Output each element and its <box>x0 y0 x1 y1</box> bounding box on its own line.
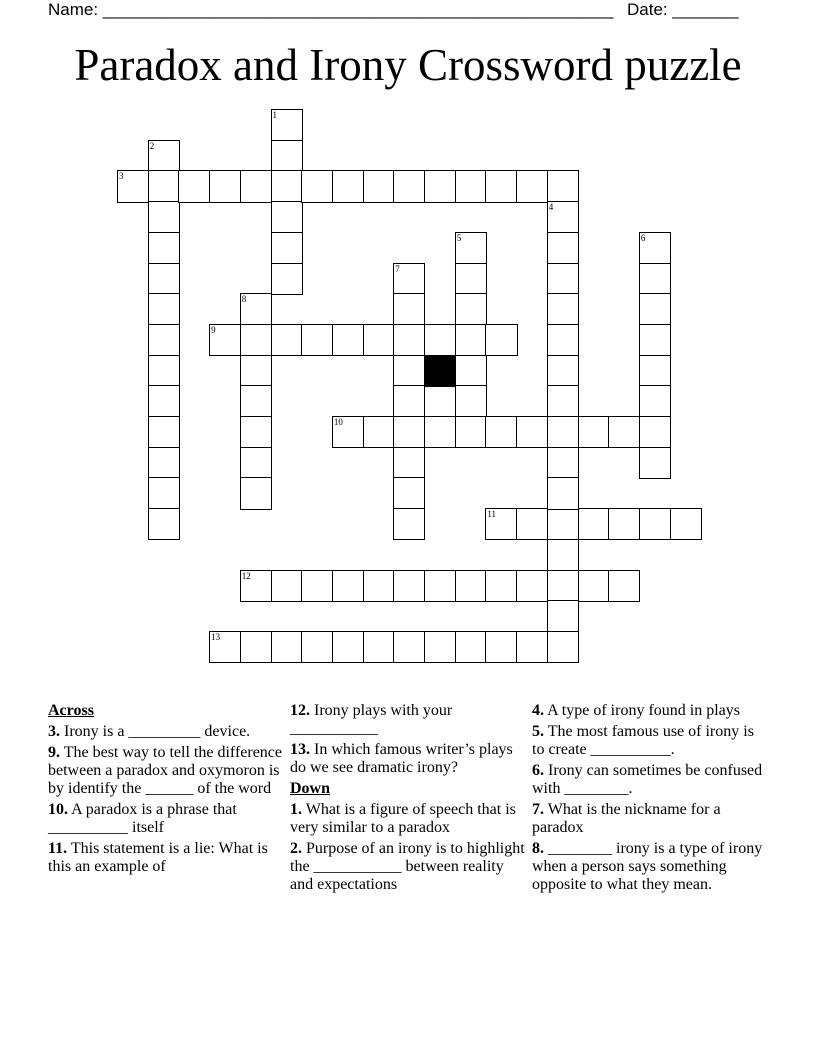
clue-number: 3. <box>48 723 60 740</box>
grid-cell[interactable] <box>178 170 210 202</box>
grid-cell[interactable] <box>547 508 579 540</box>
grid-cell[interactable] <box>363 631 395 663</box>
clue-text: What is the nickname for a paradox <box>532 801 721 836</box>
clue-down-2 <box>290 840 526 894</box>
clue-number: 4. <box>532 702 544 719</box>
grid-cell[interactable] <box>455 385 487 417</box>
grid-cell[interactable] <box>393 570 425 602</box>
clue-across-9 <box>48 744 286 798</box>
clue-number-label: 1 <box>272 110 277 120</box>
grid-cell[interactable] <box>363 170 395 202</box>
grid-cell[interactable] <box>485 416 517 448</box>
grid-cell[interactable] <box>639 293 671 325</box>
clues-column-1 <box>48 702 286 879</box>
grid-cell[interactable] <box>516 570 548 602</box>
clue-number-label: 11 <box>487 509 497 520</box>
grid-cell[interactable] <box>271 140 303 172</box>
clue-number: 8. <box>532 840 544 857</box>
clue-number: 10. <box>48 801 68 818</box>
clue-number: 12. <box>290 702 310 719</box>
grid-cell[interactable] <box>271 201 303 233</box>
clue-number-label: 7 <box>395 263 400 274</box>
grid-cell[interactable] <box>148 477 180 509</box>
clue-number-label: 9 <box>211 324 216 335</box>
grid-cell[interactable] <box>240 385 272 417</box>
grid-cell[interactable] <box>240 170 272 202</box>
grid-cell[interactable] <box>485 324 517 356</box>
grid-cell[interactable] <box>547 570 579 602</box>
clue-text: A paradox is a phrase that __________ itself <box>48 801 237 836</box>
across-heading: Across <box>48 702 94 719</box>
grid-cell[interactable] <box>424 416 456 448</box>
grid-cell[interactable] <box>639 263 671 295</box>
grid-cell[interactable] <box>639 355 671 387</box>
grid-cell[interactable] <box>424 631 456 663</box>
grid-cell[interactable] <box>547 416 579 448</box>
clue-number: 7. <box>532 801 544 818</box>
grid-cell[interactable] <box>670 508 702 540</box>
grid-cell[interactable] <box>148 447 180 479</box>
grid-cell[interactable] <box>547 631 579 663</box>
grid-cell[interactable] <box>578 570 610 602</box>
grid-cell[interactable] <box>393 170 425 202</box>
clue-number: 1. <box>290 801 302 818</box>
grid-cell[interactable] <box>547 293 579 325</box>
grid-cell[interactable] <box>271 631 303 663</box>
grid-cell[interactable] <box>393 355 425 387</box>
grid-cell[interactable] <box>608 416 640 448</box>
clue-text: Irony can sometimes be confused with ________. <box>532 762 763 797</box>
grid-cell[interactable] <box>301 570 333 602</box>
clue-number-label: 3 <box>119 171 124 182</box>
grid-cell[interactable] <box>393 416 425 448</box>
grid-cell[interactable] <box>608 508 640 540</box>
grid-cell[interactable] <box>393 631 425 663</box>
grid-cell[interactable] <box>240 416 272 448</box>
grid-cell[interactable] <box>148 324 180 356</box>
grid-cell[interactable] <box>148 232 180 264</box>
clue-number-label: 8 <box>241 294 247 305</box>
date-field: Date: _______ <box>627 0 739 19</box>
grid-cell[interactable] <box>332 170 364 202</box>
clue-number-label: 10 <box>333 417 343 427</box>
grid-cell[interactable] <box>639 416 671 448</box>
clue-across-13 <box>290 741 526 777</box>
grid-block <box>424 355 456 387</box>
grid-cell[interactable] <box>271 324 303 356</box>
grid-cell[interactable] <box>516 416 548 448</box>
grid-cell[interactable] <box>393 447 425 479</box>
grid-cell[interactable] <box>639 324 671 356</box>
grid-cell[interactable] <box>363 416 395 448</box>
grid-cell[interactable] <box>547 539 579 571</box>
grid-cell[interactable] <box>547 263 579 295</box>
grid-cell[interactable] <box>547 170 579 202</box>
clue-down-8 <box>532 840 768 894</box>
grid-cell[interactable] <box>455 631 487 663</box>
grid-cell[interactable] <box>363 570 395 602</box>
grid-cell[interactable] <box>209 170 241 202</box>
down-heading: Down <box>290 780 331 797</box>
clue-number-label: 6 <box>640 232 646 243</box>
clue-number-label: 2 <box>149 140 155 151</box>
grid-cell[interactable] <box>332 570 364 602</box>
clue-across-12 <box>290 702 526 738</box>
grid-cell[interactable] <box>363 324 395 356</box>
grid-cell[interactable] <box>332 324 364 356</box>
grid-cell[interactable] <box>332 631 364 663</box>
grid-cell[interactable] <box>455 416 487 448</box>
grid-cell[interactable] <box>240 447 272 479</box>
grid-cell[interactable] <box>547 447 579 479</box>
grid-cell[interactable] <box>148 263 180 295</box>
grid-cell[interactable] <box>301 170 333 202</box>
grid-cell[interactable] <box>455 355 487 387</box>
grid-cell[interactable] <box>547 385 579 417</box>
clue-down-7 <box>532 801 768 837</box>
grid-cell[interactable] <box>424 170 456 202</box>
clue-text: The most famous use of irony is to create __________. <box>532 723 754 758</box>
clue-number: 5. <box>532 723 544 740</box>
grid-cell[interactable] <box>516 631 548 663</box>
grid-cell[interactable] <box>148 416 180 448</box>
grid-cell[interactable] <box>485 170 517 202</box>
grid-cell[interactable] <box>148 508 180 540</box>
grid-cell[interactable] <box>393 508 425 540</box>
clues-column-3 <box>532 702 768 897</box>
clue-text: This statement is a lie: What is this an example of <box>48 840 268 875</box>
clue-text: What is a figure of speech that is very similar to a paradox <box>290 801 516 836</box>
clue-number: 9. <box>48 744 60 761</box>
grid-cell[interactable] <box>393 324 425 356</box>
clue-number: 6. <box>532 762 544 779</box>
grid-cell[interactable] <box>455 293 487 325</box>
grid-cell[interactable] <box>393 293 425 325</box>
grid-cell[interactable] <box>578 508 610 540</box>
grid-cell[interactable] <box>547 355 579 387</box>
grid-cell[interactable] <box>271 570 303 602</box>
grid-cell[interactable] <box>547 324 579 356</box>
grid-cell[interactable] <box>240 631 272 663</box>
clues-column-2 <box>290 702 526 897</box>
clue-text: The best way to tell the difference between a paradox and oxymoron is by identify the ______ of the word <box>48 744 282 797</box>
grid-cell[interactable] <box>516 170 548 202</box>
clue-number-label: 13 <box>211 631 221 642</box>
grid-cell[interactable] <box>516 508 548 540</box>
grid-cell[interactable] <box>271 232 303 264</box>
grid-cell[interactable] <box>393 477 425 509</box>
grid-cell[interactable] <box>301 631 333 663</box>
grid-cell[interactable] <box>240 477 272 509</box>
grid-cell[interactable] <box>639 385 671 417</box>
grid-cell[interactable] <box>547 232 579 264</box>
clue-across-3 <box>48 723 286 741</box>
clue-number-label: 4 <box>548 202 554 213</box>
grid-cell[interactable] <box>148 170 180 202</box>
clue-text: A type of irony found in plays <box>547 702 740 719</box>
grid-cell[interactable] <box>424 570 456 602</box>
grid-cell[interactable] <box>424 324 456 356</box>
clue-text: ________ irony is a type of irony when a person says something opposite to what they mean. <box>532 840 763 893</box>
grid-cell[interactable] <box>547 477 579 509</box>
clue-text: Irony is a _________ device. <box>64 723 251 740</box>
grid-cell[interactable] <box>455 170 487 202</box>
grid-cell[interactable] <box>271 263 303 295</box>
clue-number: 11. <box>48 840 68 857</box>
grid-cell[interactable] <box>148 385 180 417</box>
name-field: Name: ______________________________________________________ <box>48 0 614 19</box>
grid-cell[interactable] <box>455 263 487 295</box>
clue-down-1 <box>290 801 526 837</box>
grid-cell[interactable] <box>485 570 517 602</box>
clue-down-5 <box>532 723 768 759</box>
grid-cell[interactable] <box>271 170 303 202</box>
grid-cell[interactable] <box>578 416 610 448</box>
clue-number-label: 5 <box>456 232 462 243</box>
grid-cell[interactable] <box>393 385 425 417</box>
grid-cell[interactable] <box>148 201 180 233</box>
grid-cell[interactable] <box>240 355 272 387</box>
clue-text: Purpose of an irony is to highlight the ___________ between reality and expectations <box>290 840 525 893</box>
page-title: Paradox and Irony Crossword puzzle <box>74 40 742 90</box>
grid-cell[interactable] <box>455 570 487 602</box>
grid-cell[interactable] <box>608 570 640 602</box>
grid-cell[interactable] <box>301 324 333 356</box>
grid-cell[interactable] <box>639 508 671 540</box>
grid-cell[interactable] <box>148 293 180 325</box>
grid-cell[interactable] <box>148 355 180 387</box>
clue-number-label: 12 <box>241 570 251 581</box>
clue-number: 13. <box>290 741 310 758</box>
clue-number: 2. <box>290 840 302 857</box>
clue-text: Irony plays with your ___________ <box>290 702 453 737</box>
clue-down-6 <box>532 762 768 798</box>
clue-across-11 <box>48 840 286 876</box>
grid-cell[interactable] <box>240 324 272 356</box>
clue-across-10 <box>48 801 286 837</box>
grid-cell[interactable] <box>547 600 579 632</box>
grid-cell[interactable] <box>455 324 487 356</box>
grid-cell[interactable] <box>485 631 517 663</box>
clue-text: In which famous writer’s plays do we see dramatic irony? <box>290 741 513 776</box>
grid-cell[interactable] <box>639 447 671 479</box>
clue-down-4 <box>532 702 768 720</box>
